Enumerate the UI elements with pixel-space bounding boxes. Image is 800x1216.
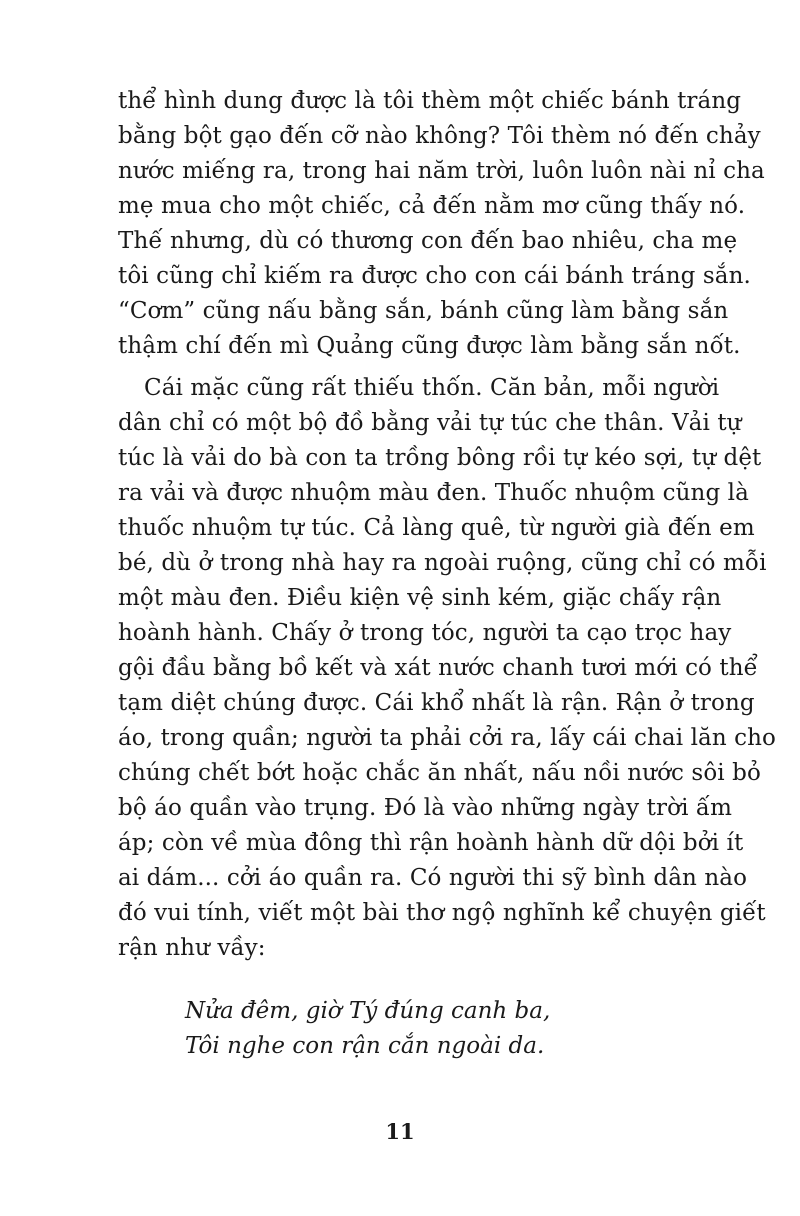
- text-line: bộ áo quần vào trụng. Đó là vào những ngày trời ấm: [118, 795, 733, 821]
- text-line: bé, dù ở trong nhà hay ra ngoài ruộng, cũng chỉ có mỗi: [118, 550, 767, 576]
- text-line: áo, trong quần; người ta phải cởi ra, lấy cái chai lăn cho: [118, 725, 777, 751]
- text-line: nước miếng ra, trong hai năm trời, luôn luôn nài nỉ cha: [118, 158, 765, 184]
- text-line: hoành hành. Chấy ở trong tóc, người ta cạo trọc hay: [118, 620, 732, 646]
- poem-line: Nửa đêm, giờ Tý đúng canh ba,: [185, 998, 551, 1024]
- text-line: ra vải và được nhuộm màu đen. Thuốc nhuộm cũng là: [118, 480, 749, 506]
- text-line: thuốc nhuộm tự túc. Cả làng quê, từ người già đến em: [118, 515, 755, 541]
- text-line: ai dám... cởi áo quần ra. Có người thi sỹ bình dân nào: [118, 865, 748, 891]
- text-line: tôi cũng chỉ kiếm ra được cho con cái bánh tráng sắn.: [118, 263, 751, 289]
- text-line: chúng chết bớt hoặc chắc ăn nhất, nấu nồi nước sôi bỏ: [118, 760, 761, 786]
- text-line: bằng bột gạo đến cỡ nào không? Tôi thèm nó đến chảy: [118, 123, 761, 149]
- text-line: túc là vải do bà con ta trồng bông rồi tự kéo sợi, tự dệt: [118, 445, 762, 471]
- text-line: thể hình dung được là tôi thèm một chiếc bánh tráng: [118, 88, 742, 114]
- text-line: rận như vầy:: [118, 935, 266, 961]
- text-line: thậm chí đến mì Quảng cũng được làm bằng sắn nốt.: [118, 333, 741, 359]
- page-number: 11: [385, 1119, 415, 1144]
- poem-line: Tôi nghe con rận cắn ngoài da.: [185, 1033, 545, 1059]
- text-line: dân chỉ có một bộ đồ bằng vải tự túc che thân. Vải tự: [118, 410, 742, 436]
- text-line: mẹ mua cho một chiếc, cả đến nằm mơ cũng thấy nó.: [118, 193, 746, 219]
- text-line: Thế nhưng, dù có thương con đến bao nhiêu, cha mẹ: [118, 228, 738, 254]
- text-line: gội đầu bằng bồ kết và xát nước chanh tươi mới có thể: [118, 655, 758, 681]
- text-line: “Cơm” cũng nấu bằng sắn, bánh cũng làm bằng sắn: [118, 298, 729, 324]
- text-line: Cái mặc cũng rất thiếu thốn. Căn bản, mỗi người: [144, 375, 720, 401]
- text-line: áp; còn về mùa đông thì rận hoành hành dữ dội bởi ít: [118, 830, 744, 856]
- text-line: một màu đen. Điều kiện vệ sinh kém, giặc chấy rận: [118, 585, 722, 611]
- text-line: đó vui tính, viết một bài thơ ngộ nghĩnh kể chuyện giết: [118, 900, 766, 926]
- text-line: tạm diệt chúng được. Cái khổ nhất là rận. Rận ở trong: [118, 690, 755, 716]
